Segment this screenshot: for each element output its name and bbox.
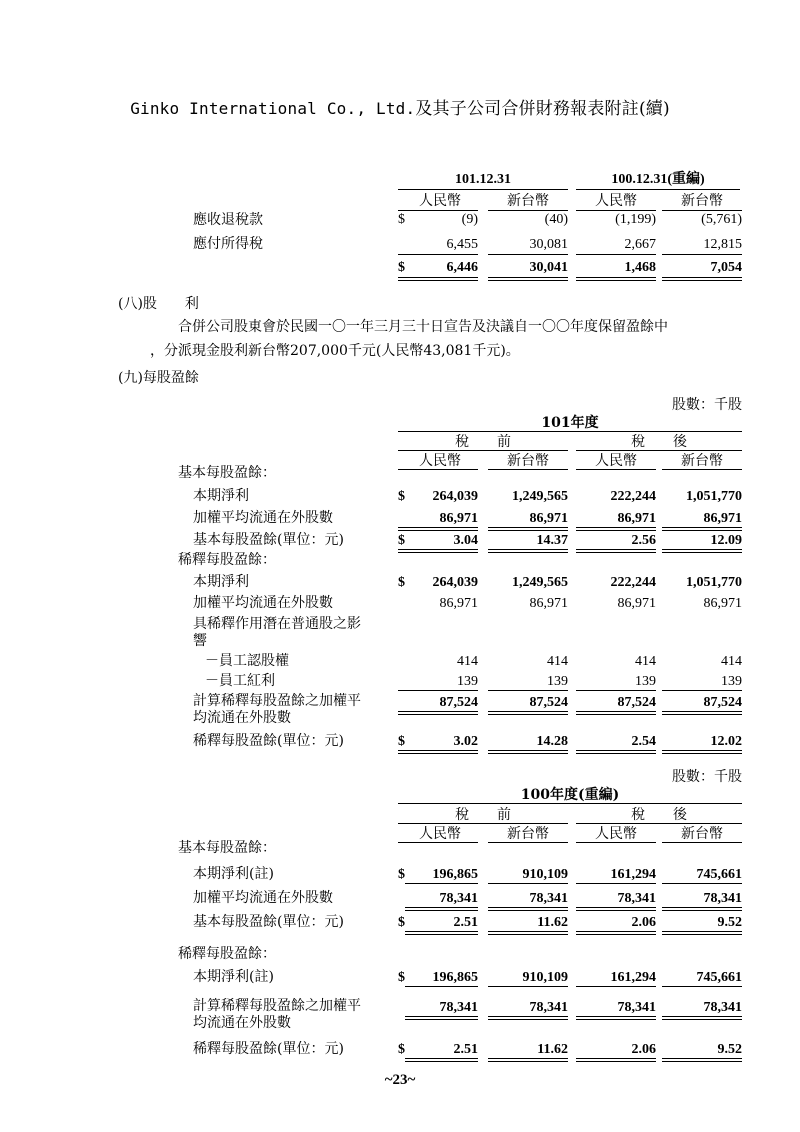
dollar-sign: $ xyxy=(398,915,405,930)
post-tax-header: 稅 後 xyxy=(631,434,687,450)
eps-cell: 139 xyxy=(635,674,656,689)
eps-period-101: 101年度 xyxy=(541,415,599,431)
dividend-paragraph-line1: 合併公司股東會於民國一〇一年三月三十日宣告及決議自一〇〇年度保留盈餘中 xyxy=(178,319,668,335)
eps-cell: 14.28 xyxy=(536,734,568,749)
eps-heading: (九)每股盈餘 xyxy=(118,370,199,386)
eps-cell: 745,661 xyxy=(696,867,742,882)
eps-cell: 414 xyxy=(635,654,656,669)
col-rmb: 人民幣 xyxy=(595,453,637,469)
eps-cell: 264,039 xyxy=(432,575,478,590)
col-rmb: 人民幣 xyxy=(419,453,461,469)
eps-cell: 86,971 xyxy=(617,596,656,611)
tax-cell: (9) xyxy=(461,212,478,227)
eps-cell: 86,971 xyxy=(617,511,656,526)
row-label: 稀釋每股盈餘(單位：元) xyxy=(193,1041,344,1057)
basic-eps-heading: 基本每股盈餘： xyxy=(178,840,276,856)
eps-cell: 222,244 xyxy=(610,489,656,504)
eps-cell: 3.04 xyxy=(453,533,478,548)
eps-cell: 11.62 xyxy=(537,1042,568,1057)
eps-cell: 78,341 xyxy=(529,891,568,906)
dollar-sign: $ xyxy=(398,734,405,749)
col-ntd: 新台幣 xyxy=(681,826,723,842)
eps-cell: 9.52 xyxy=(717,1042,742,1057)
eps-cell: 910,109 xyxy=(522,970,568,985)
row-label: 加權平均流通在外股數 xyxy=(193,595,333,611)
basic-eps-heading: 基本每股盈餘： xyxy=(178,465,276,481)
dollar-sign: $ xyxy=(398,489,405,504)
dollar-sign: $ xyxy=(398,212,405,227)
row-label: 基本每股盈餘(單位：元) xyxy=(193,532,344,548)
eps-cell: 12.09 xyxy=(710,533,742,548)
tax-total-cell: 30,041 xyxy=(529,260,568,275)
eps-cell: 1,249,565 xyxy=(512,489,568,504)
dividend-heading: (八)股 利 xyxy=(118,296,199,312)
tax-cell: (1,199) xyxy=(615,212,656,227)
eps-cell: 2.06 xyxy=(631,915,656,930)
row-label: 本期淨利(註) xyxy=(193,866,274,882)
unit-note: 股數：千股 xyxy=(672,397,742,413)
tax-row-label-receivable: 應收退稅款 xyxy=(193,212,263,228)
row-label: 具稀釋作用潛在普通股之影響 xyxy=(193,616,361,649)
unit-note: 股數：千股 xyxy=(672,769,742,785)
eps-cell: 86,971 xyxy=(439,596,478,611)
diluted-eps-heading: 稀釋每股盈餘： xyxy=(178,946,276,962)
eps-cell: 78,341 xyxy=(439,891,478,906)
eps-cell: 1,051,770 xyxy=(686,489,742,504)
tax-total-cell: 7,054 xyxy=(710,260,742,275)
eps-cell: 222,244 xyxy=(610,575,656,590)
eps-cell: 161,294 xyxy=(610,970,656,985)
eps-cell: 78,341 xyxy=(617,891,656,906)
dollar-sign: $ xyxy=(398,575,405,590)
row-label: 計算稀釋每股盈餘之加權平均流通在外股數 xyxy=(193,693,361,726)
eps-cell: 1,249,565 xyxy=(512,575,568,590)
row-label: －員工紅利 xyxy=(205,673,275,689)
eps-cell: 2.06 xyxy=(631,1042,656,1057)
row-label: 加權平均流通在外股數 xyxy=(193,510,333,526)
tax-total-cell: 1,468 xyxy=(624,260,656,275)
eps-cell: 12.02 xyxy=(710,734,742,749)
eps-cell: 1,051,770 xyxy=(686,575,742,590)
eps-cell: 87,524 xyxy=(439,695,478,710)
eps-cell: 745,661 xyxy=(696,970,742,985)
eps-cell: 78,341 xyxy=(529,1000,568,1015)
row-label: 本期淨利 xyxy=(193,574,249,590)
dollar-sign: $ xyxy=(398,1042,405,1057)
eps-cell: 11.62 xyxy=(537,915,568,930)
eps-cell: 910,109 xyxy=(522,867,568,882)
tax-cell: 2,667 xyxy=(624,237,656,252)
row-label: 加權平均流通在外股數 xyxy=(193,890,333,906)
eps-cell: 78,341 xyxy=(439,1000,478,1015)
tax-cell: (40) xyxy=(544,212,568,227)
eps-cell: 86,971 xyxy=(703,596,742,611)
eps-period-100: 100年度(重編) xyxy=(520,787,620,803)
tax-period-101: 101.12.31 xyxy=(455,172,511,187)
eps-cell: 139 xyxy=(457,674,478,689)
col-ntd: 新台幣 xyxy=(681,453,723,469)
eps-cell: 161,294 xyxy=(610,867,656,882)
tax-total-cell: 6,446 xyxy=(446,260,478,275)
eps-cell: 139 xyxy=(721,674,742,689)
eps-cell: 414 xyxy=(547,654,568,669)
row-label: 稀釋每股盈餘(單位：元) xyxy=(193,733,344,749)
eps-cell: 86,971 xyxy=(703,511,742,526)
diluted-eps-heading: 稀釋每股盈餘： xyxy=(178,552,276,568)
tax-row-label-payable: 應付所得稅 xyxy=(193,236,263,252)
eps-cell: 9.52 xyxy=(717,915,742,930)
pre-tax-header: 稅 前 xyxy=(455,434,511,450)
eps-cell: 78,341 xyxy=(703,891,742,906)
eps-cell: 414 xyxy=(721,654,742,669)
row-label: 本期淨利(註) xyxy=(193,969,274,985)
col-rmb: 人民幣 xyxy=(419,826,461,842)
col-rmb: 人民幣 xyxy=(595,826,637,842)
dividend-paragraph-line2: ，分派現金股利新台幣207,000千元(人民幣43,081千元)。 xyxy=(150,343,520,359)
page-number: ~23~ xyxy=(384,1072,416,1088)
tax-col-ntd-100: 新台幣 xyxy=(681,193,723,209)
tax-col-ntd-101: 新台幣 xyxy=(507,193,549,209)
tax-col-rmb-100: 人民幣 xyxy=(595,193,637,209)
col-ntd: 新台幣 xyxy=(507,826,549,842)
row-label: 本期淨利 xyxy=(193,488,249,504)
eps-cell: 2.51 xyxy=(453,915,478,930)
eps-cell: 87,524 xyxy=(529,695,568,710)
tax-cell: 30,081 xyxy=(529,237,568,252)
eps-cell: 2.56 xyxy=(631,533,656,548)
post-tax-header: 稅 後 xyxy=(631,807,687,823)
dollar-sign: $ xyxy=(398,970,405,985)
row-label: 計算稀釋每股盈餘之加權平均流通在外股數 xyxy=(193,998,361,1031)
tax-cell: (5,761) xyxy=(701,212,742,227)
eps-cell: 264,039 xyxy=(432,489,478,504)
eps-cell: 86,971 xyxy=(439,511,478,526)
col-ntd: 新台幣 xyxy=(507,453,549,469)
eps-cell: 3.02 xyxy=(453,734,478,749)
dollar-sign: $ xyxy=(398,533,405,548)
eps-cell: 414 xyxy=(457,654,478,669)
eps-cell: 86,971 xyxy=(529,596,568,611)
company-name: Ginko International Co., Ltd. xyxy=(130,99,416,118)
pre-tax-header: 稅 前 xyxy=(455,807,511,823)
tax-col-rmb-101: 人民幣 xyxy=(419,193,461,209)
row-label: 基本每股盈餘(單位：元) xyxy=(193,914,344,930)
page-title xyxy=(0,94,800,119)
eps-cell: 87,524 xyxy=(617,695,656,710)
eps-cell: 2.51 xyxy=(453,1042,478,1057)
eps-cell: 139 xyxy=(547,674,568,689)
eps-cell: 86,971 xyxy=(529,511,568,526)
eps-cell: 2.54 xyxy=(631,734,656,749)
eps-cell: 14.37 xyxy=(536,533,568,548)
tax-period-100: 100.12.31(重編) xyxy=(611,172,705,187)
dollar-sign: $ xyxy=(398,867,405,882)
eps-cell: 87,524 xyxy=(703,695,742,710)
eps-cell: 196,865 xyxy=(432,970,478,985)
eps-cell: 196,865 xyxy=(432,867,478,882)
tax-cell: 6,455 xyxy=(446,237,478,252)
row-label: －員工認股權 xyxy=(205,653,289,669)
title-suffix: 及其子公司合併財務報表附註(續) xyxy=(415,99,670,119)
eps-cell: 78,341 xyxy=(703,1000,742,1015)
dollar-sign: $ xyxy=(398,260,405,275)
eps-cell: 78,341 xyxy=(617,1000,656,1015)
tax-cell: 12,815 xyxy=(703,237,742,252)
